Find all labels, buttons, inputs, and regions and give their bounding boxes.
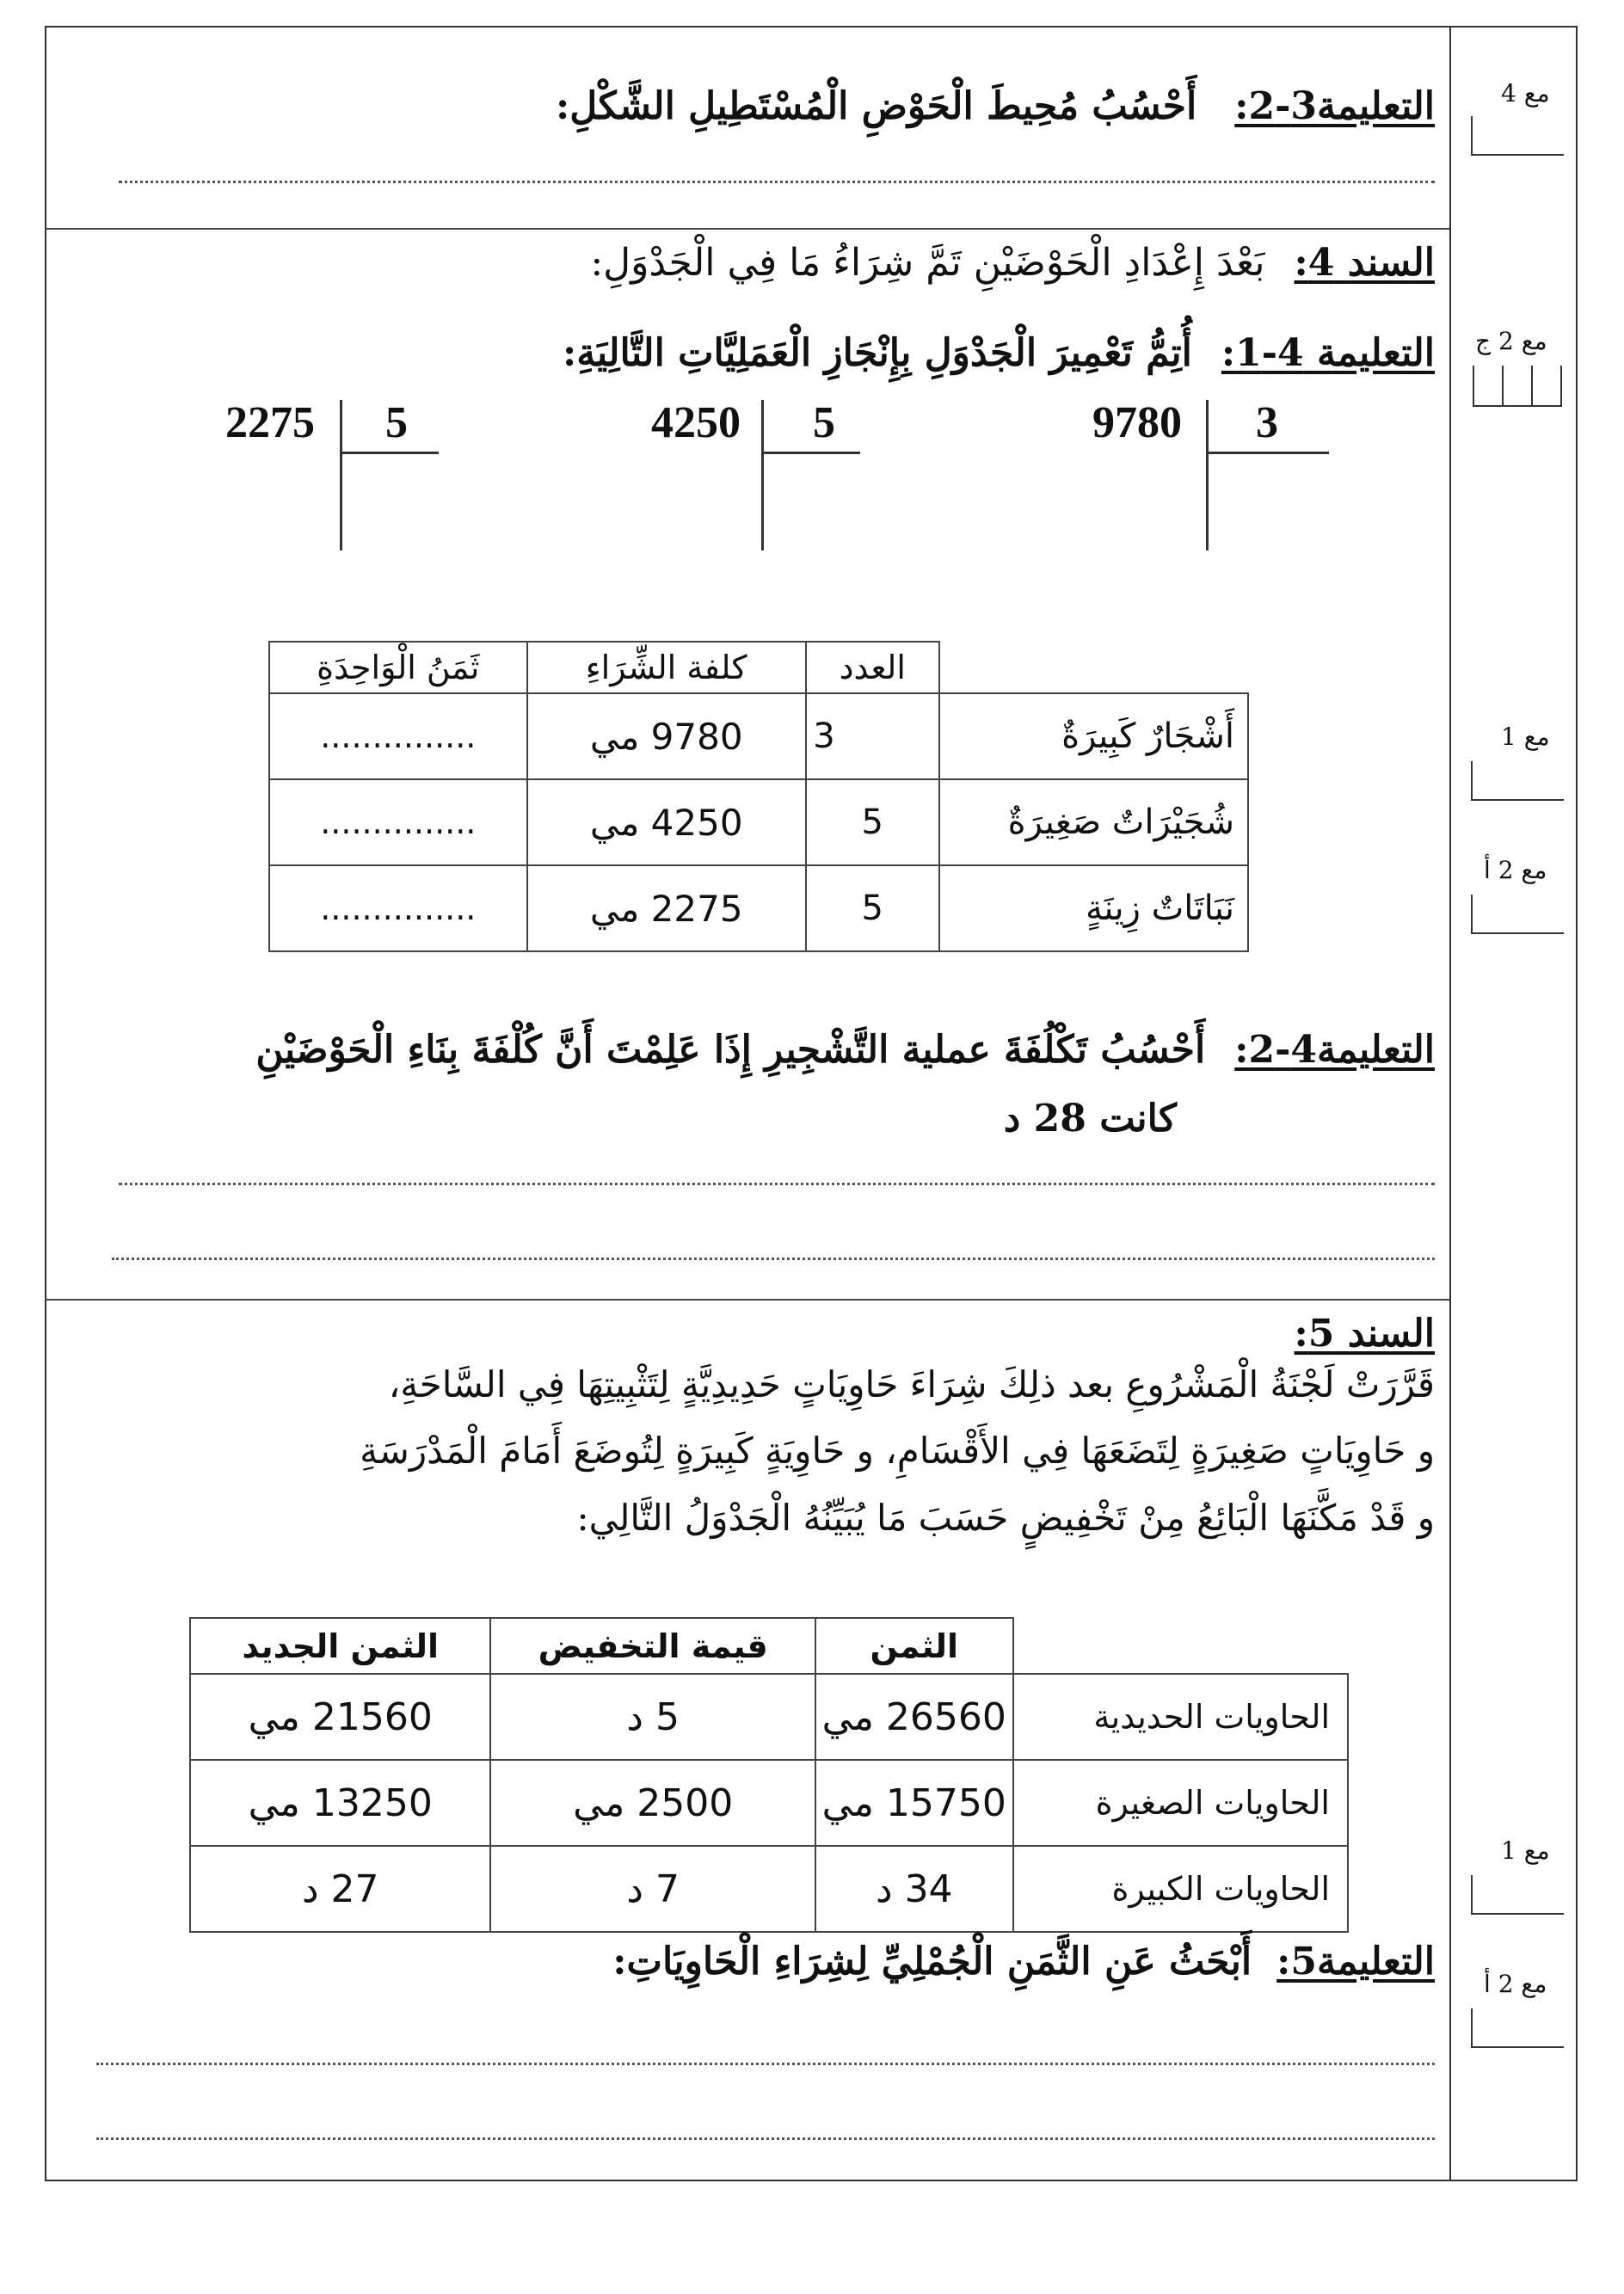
table-corner [1013, 1618, 1348, 1674]
item-cell: شُجَيْرَاتٌ صَغِيرَةٌ [939, 779, 1248, 865]
question-text: أُتِمُّ تَعْمِيرَ الْجَدْوَلِ بِإِنْجَازِ الْعَمَلِيَّاتِ التَّالِيَةِ: [562, 331, 1192, 375]
table-row [190, 1760, 1348, 1846]
question-label: التعليمة3-2: [1234, 84, 1435, 128]
answer-line[interactable] [112, 1258, 1435, 1260]
bins-table [189, 1617, 1349, 1933]
unit-price-cell[interactable]: ............... [269, 865, 527, 951]
question-4-2 [255, 1028, 1435, 1072]
discount-cell: 7 د [490, 1846, 815, 1932]
question-label: التعليمة 4-1: [1221, 331, 1435, 375]
table-corner [939, 642, 1248, 693]
question-label: التعليمة4-2: [1234, 1028, 1435, 1072]
count-cell: 5 [806, 865, 939, 951]
score-mark: مع 1 [1501, 1836, 1550, 1865]
sanad-text: قَرَّرَتْ لَجْنَةُ الْمَشْرُوعِ بعد ذلِكَ شِرَاءَ حَاوِيَاتٍ حَدِيدِيَّةٍ لِتَثْبِيتِهَا فِي السَّاحَةِ، [388, 1363, 1435, 1405]
section-divider [45, 228, 1449, 230]
sanad-label: السند 5: [1294, 1312, 1435, 1356]
table-row [190, 1674, 1348, 1760]
new-price-cell: 21560 مي [190, 1674, 490, 1760]
answer-line[interactable] [96, 2137, 1435, 2140]
score-mark: مع 2 ج [1475, 327, 1547, 355]
cost-cell: 4250 مي [527, 779, 806, 865]
score-mark: مع 2 أ [1484, 1970, 1547, 1998]
cost-cell: 2275 مي [527, 865, 806, 951]
discount-cell: 2500 مي [490, 1760, 815, 1846]
score-box[interactable] [1471, 116, 1564, 156]
table-row [269, 693, 1248, 779]
score-mark: مع 1 [1501, 723, 1550, 751]
table-header: ثَمَنُ الْوَاحِدَةِ [269, 642, 527, 693]
new-price-cell: 27 د [190, 1846, 490, 1932]
table-row [269, 865, 1248, 951]
item-cell: الحاويات الكبيرة [1013, 1846, 1348, 1932]
count-cell: 3 [806, 693, 939, 779]
discount-cell: 5 د [490, 1674, 815, 1760]
cost-cell: 9780 مي [527, 693, 806, 779]
sanad-label: السند 4: [1294, 241, 1435, 285]
item-cell: الحاويات الصغيرة [1013, 1760, 1348, 1846]
item-cell: نَبَاتَاتٌ زِينَةٍ [939, 865, 1248, 951]
item-cell: الحاويات الحديدية [1013, 1674, 1348, 1760]
unit-price-cell[interactable]: ............... [269, 693, 527, 779]
new-price-cell: 13250 مي [190, 1760, 490, 1846]
question-text: أَحْسُبُ تَكْلُفَةَ عملية التَّشْجِيرِ إِذَا عَلِمْتَ أَنَّ كُلْفَةَ بِنَاءِ الْحَوْضَيْنِ [255, 1028, 1206, 1072]
table-header: الثمن [815, 1618, 1013, 1674]
question-label: التعليمة5: [1276, 1940, 1435, 1983]
score-box[interactable] [1471, 1875, 1564, 1915]
price-cell: 15750 مي [815, 1760, 1013, 1846]
table-row [269, 779, 1248, 865]
sanad-text: بَعْدَ إِعْدَادِ الْحَوْضَيْنِ تَمَّ شِرَاءُ مَا فِي الْجَدْوَلِ: [590, 241, 1265, 285]
question-4-1 [563, 331, 1435, 375]
answer-line[interactable] [119, 1183, 1435, 1185]
sanad-text: و قَدْ مَكَّنَهَا الْبَائِعُ مِنْ تَخْفِيضٍ حَسَبَ مَا يُبَيِّنُهُ الْجَدْوَلُ التَّالِي: [576, 1497, 1435, 1539]
score-box[interactable] [1471, 2008, 1564, 2048]
score-box[interactable] [1471, 761, 1564, 801]
question-text: أَحْسُبُ مُحِيطَ الْحَوْضِ الْمُسْتَطِيلِ الشَّكْلِ: [556, 84, 1197, 128]
score-box[interactable] [1471, 895, 1564, 934]
question-5 [612, 1940, 1435, 1983]
table-row [190, 1846, 1348, 1932]
unit-price-cell[interactable]: ............... [269, 779, 527, 865]
table-header: الثمن الجديد [190, 1618, 490, 1674]
purchase-table [268, 641, 1249, 952]
table-header: العدد [806, 642, 939, 693]
price-cell: 34 د [815, 1846, 1013, 1932]
score-mark: مع 2 أ [1484, 856, 1547, 884]
table-header: كلفة الشِّرَاءِ [527, 642, 806, 693]
answer-line[interactable] [96, 2063, 1435, 2065]
score-grid[interactable] [1473, 366, 1562, 407]
count-cell: 5 [806, 779, 939, 865]
question-3-2 [556, 84, 1435, 128]
item-cell: أَشْجَارٌ كَبِيرَةٌ [939, 693, 1248, 779]
answer-line[interactable] [119, 181, 1435, 183]
margin-divider [1449, 26, 1451, 2181]
section-divider [45, 1299, 1449, 1301]
price-cell: 26560 مي [815, 1674, 1013, 1760]
sanad-4 [590, 241, 1435, 285]
score-mark: مع 4 [1501, 79, 1550, 108]
question-text: أَبْحَثُ عَنِ الثَّمَنِ الْجُمْلِيِّ لِشِرَاءِ الْحَاوِيَاتِ: [612, 1940, 1252, 1983]
question-text-cont: كانت 28 د [1003, 1097, 1177, 1141]
sanad-text: و حَاوِيَاتٍ صَغِيرَةٍ لِتَضَعَهَا فِي الأَقْسَامِ، و حَاوِيَةٍ كَبِيرَةٍ لِتُوضَعَ أَمَامَ الْمَدْرَسَةِ [360, 1430, 1435, 1472]
table-header: قيمة التخفيض [490, 1618, 815, 1674]
